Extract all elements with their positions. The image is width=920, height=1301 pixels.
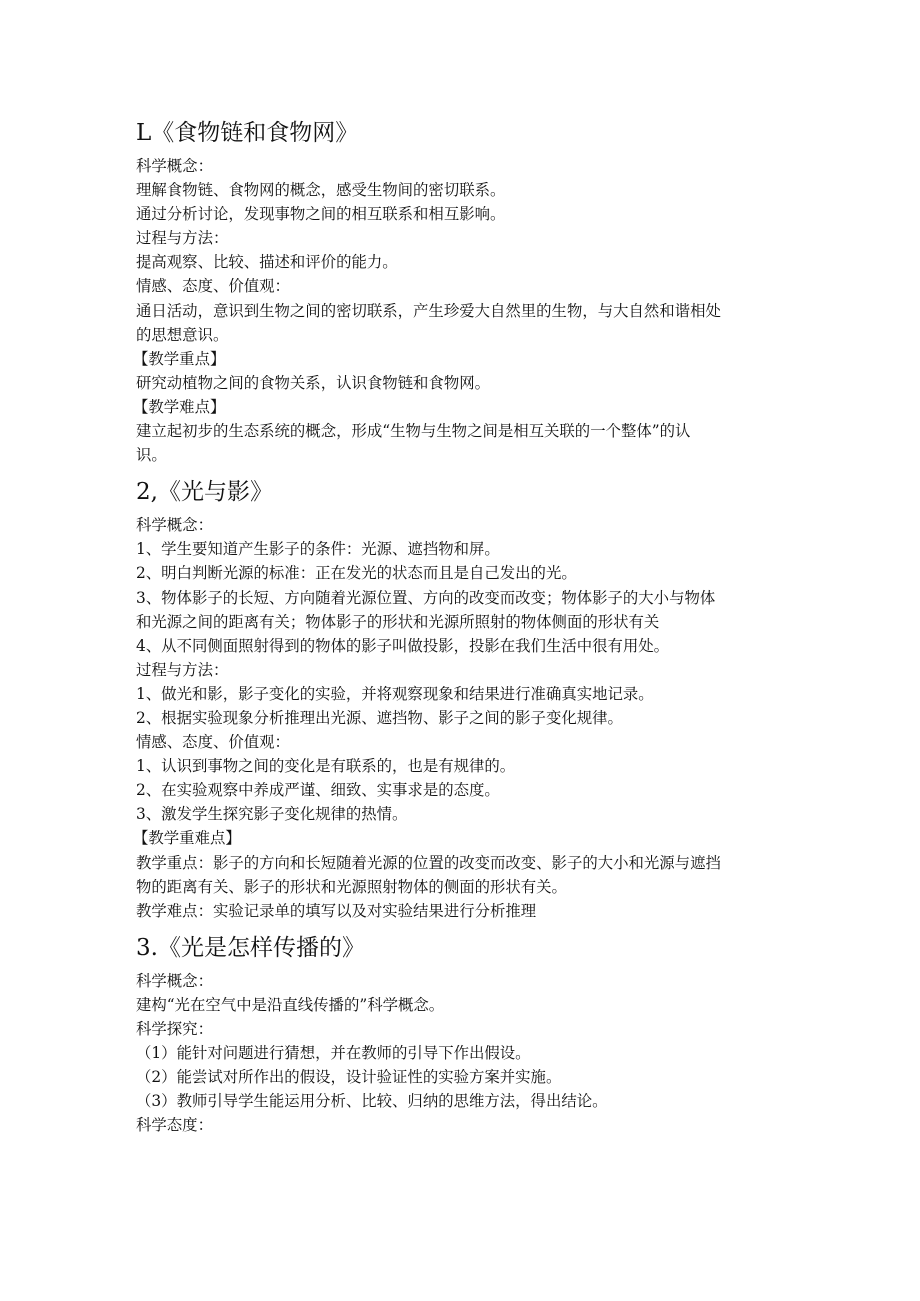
text-line: 研究动植物之间的食物关系，认识食物链和食物网。 [136,373,490,392]
text-line: （2）能尝试对所作出的假设，设计验证性的实验方案并实施。 [136,1068,562,1087]
text-line: 科学概念： [136,516,213,535]
text-line: 识。 [136,446,167,465]
section-title: 2,《光与影》 [136,479,273,506]
text-line: 科学概念： [136,971,213,990]
text-line: 建立起初步的生态系统的概念，形成“生物与生物之间是相互关联的一个整体”的认 [136,422,691,441]
heading-key-point: 【教学重点】 [133,349,226,368]
text-line: （3）教师引导学生能运用分析、比较、归纳的思维方法，得出结论。 [136,1092,608,1111]
text-line: 1、做光和影，影子变化的实验，并将观察现象和结果进行准确真实地记录。 [136,684,654,703]
text-line: 3、物体影子的长短、方向随着光源位置、方向的改变而改变；物体影子的大小与物体 [136,588,716,607]
text-line: 3、激发学生探究影子变化规律的热情。 [136,805,408,824]
section-light-and-shadow [133,477,796,923]
text-line: 教学难点：实验记录单的填写以及对实验结果进行分析推理 [136,901,537,920]
text-line: 通日活动，意识到生物之间的密切联系，产生珍爱大自然里的生物，与大自然和谐相处 [136,301,721,320]
text-line: 通过分析讨论，发现事物之间的相互联系和相互影响。 [136,205,506,224]
text-line: 情感、态度、价值观： [136,733,290,752]
text-line: 1、认识到事物之间的变化是有联系的，也是有规律的。 [136,757,516,776]
text-line: 2、根据实验现象分析推理出光源、遮挡物、影子之间的影子变化规律。 [136,708,623,727]
text-line: 过程与方法： [136,660,229,679]
section-title: 3.《光是怎样传播的》 [136,934,365,961]
section-light-propagation [136,933,796,1138]
text-line: 2、在实验观察中养成严谨、细致、实事求是的态度。 [136,781,500,800]
text-line: 和光源之间的距离有关；物体影子的形状和光源所照射的物体侧面的形状有关 [136,612,660,631]
text-line: 4、从不同侧面照射得到的物体的影子叫做投影，投影在我们生活中很有用处。 [136,636,670,655]
text-line: 科学概念： [136,157,213,175]
heading-key-difficult-point: 【教学重难点】 [133,829,241,848]
section-food-chain [133,118,796,467]
section-title: L《食物链和食物网》 [136,120,359,146]
document-page [133,118,796,1147]
text-line: （1）能针对问题进行猜想，并在教师的引导下作出假设。 [136,1044,531,1063]
text-line: 物的距离有关、影子的形状和光源照射物体的侧面的形状有关。 [136,877,567,896]
heading-difficult-point: 【教学难点】 [133,397,226,416]
text-line: 2、明白判断光源的标准：正在发光的状态而且是自己发出的光。 [136,564,577,583]
text-line: 提高观察、比较、描述和评价的能力。 [136,253,398,272]
text-line: 教学重点：影子的方向和长短随着光源的位置的改变而改变、影子的大小和光源与遮挡 [136,853,721,872]
text-line: 1、学生要知道产生影子的条件：光源、遮挡物和屏。 [136,540,500,559]
text-line: 科学态度： [136,1116,213,1135]
text-line: 理解食物链、食物网的概念，感受生物间的密切联系。 [136,181,506,200]
text-line: 建构“光在空气中是沿直线传播的”科学概念。 [136,995,445,1014]
text-line: 的思想意识。 [136,325,229,344]
text-line: 情感、态度、价值观： [136,277,290,296]
text-line: 科学探究： [136,1020,213,1038]
text-line: 过程与方法： [136,229,229,248]
